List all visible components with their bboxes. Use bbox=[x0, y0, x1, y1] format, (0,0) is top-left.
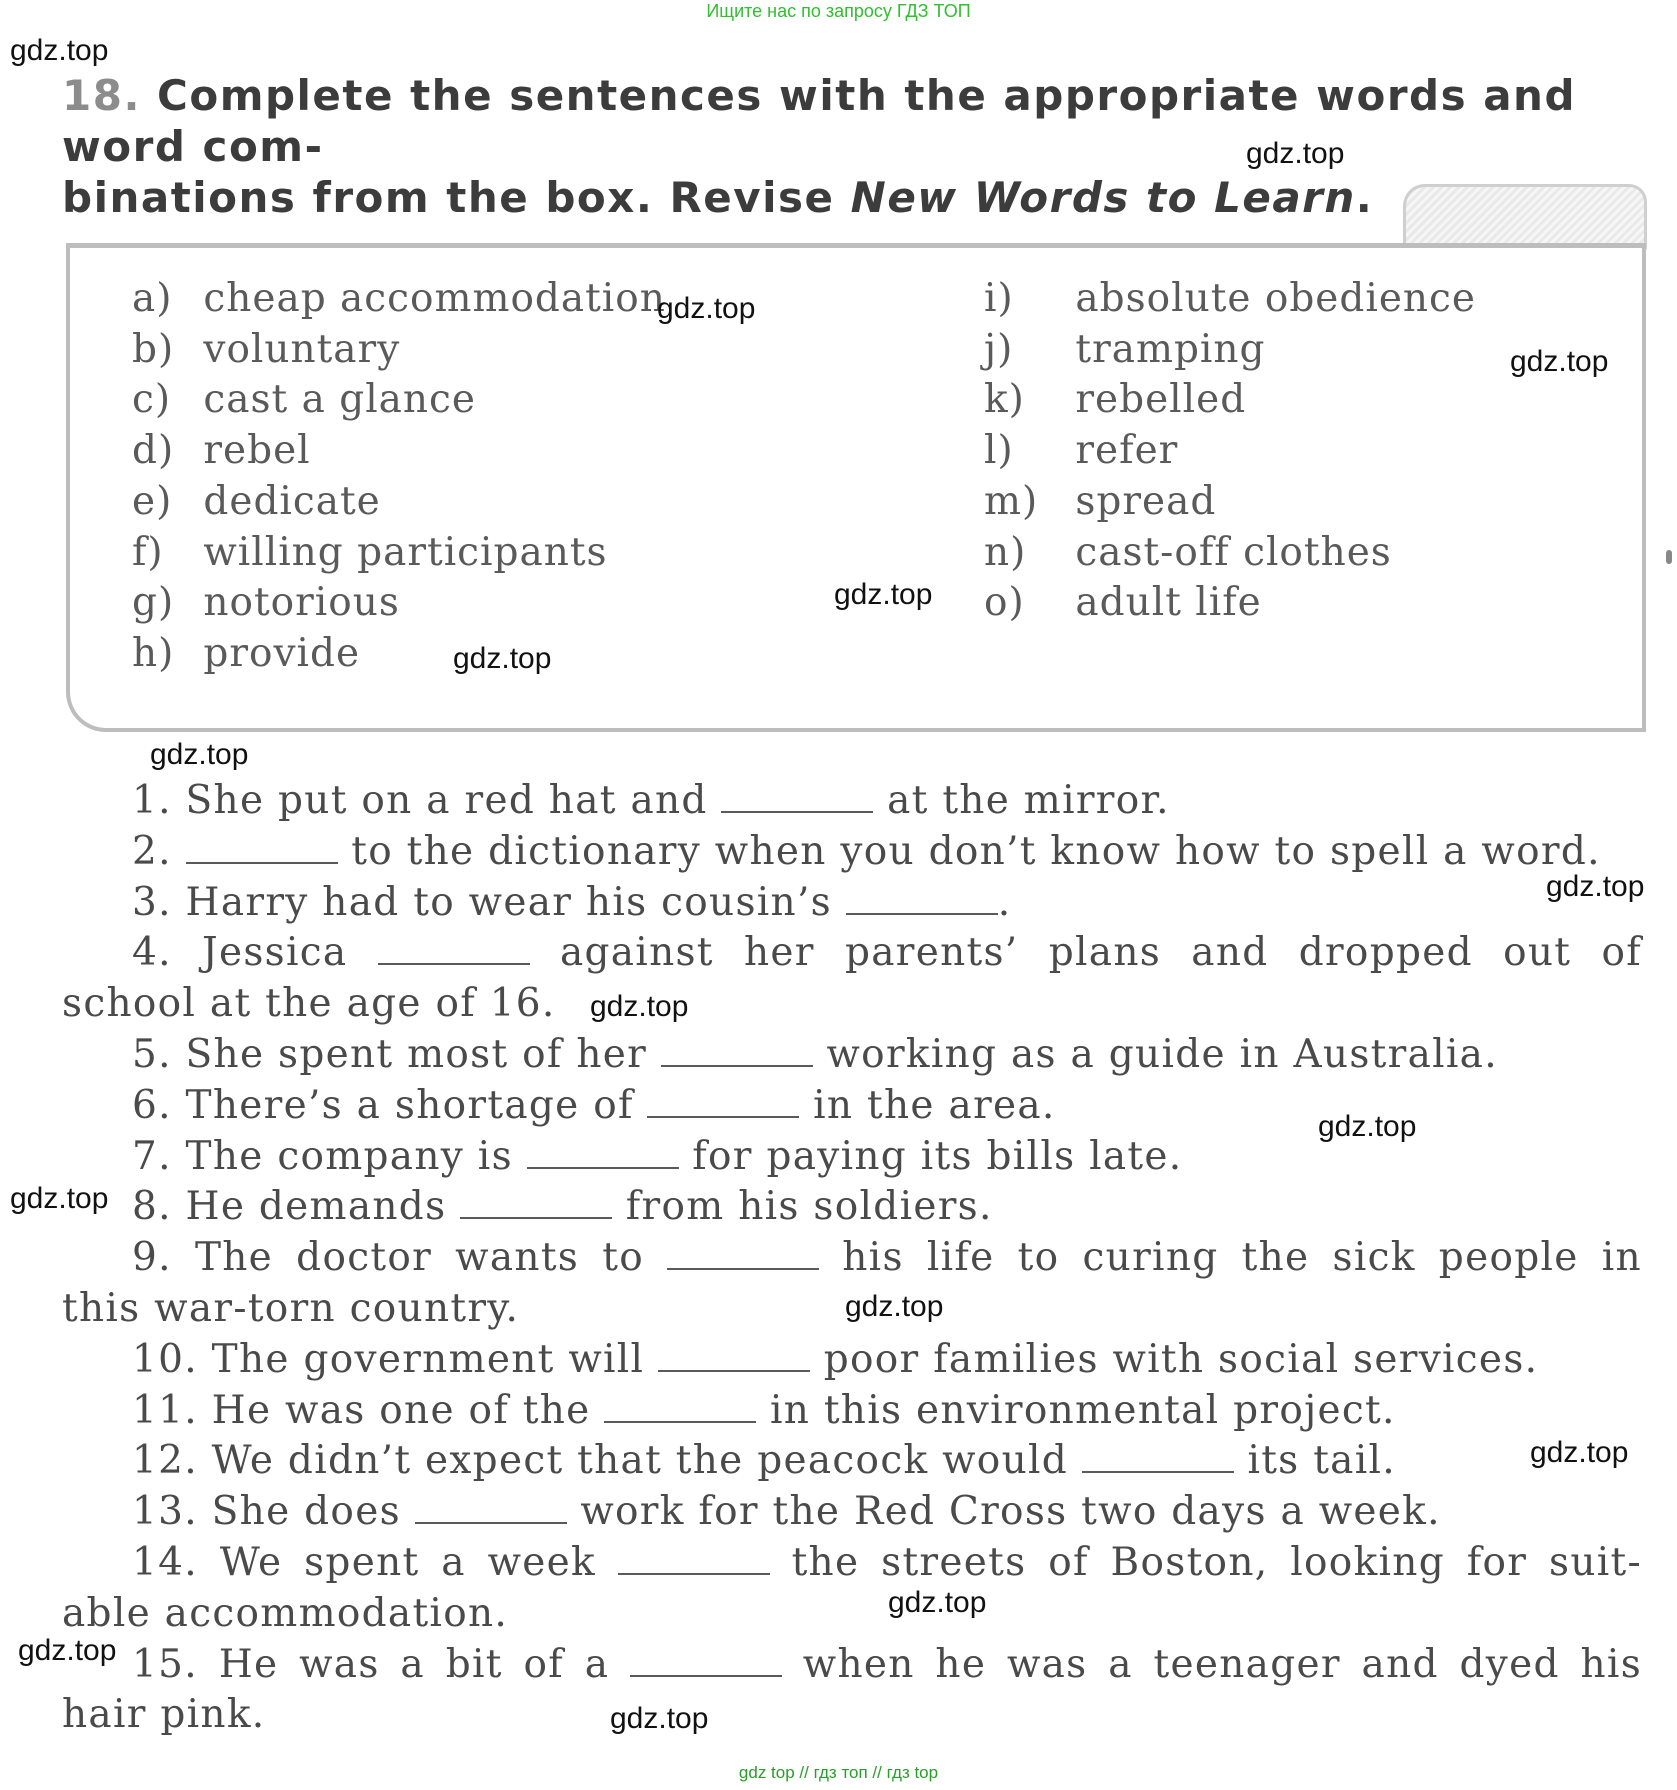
sentence-number: 9. bbox=[132, 1235, 172, 1281]
sentence-continuation: this war-torn country. bbox=[62, 1285, 520, 1331]
watermark: gdz.top bbox=[590, 990, 689, 1023]
option-text: voluntary bbox=[203, 326, 401, 372]
answer-blank bbox=[721, 784, 873, 813]
sentence-text-after: against her parents’ plans and dropped out of bbox=[559, 930, 1643, 976]
sentence-number: 10. bbox=[132, 1336, 198, 1382]
answer-blank bbox=[846, 885, 998, 914]
option-text: notorious bbox=[203, 580, 400, 626]
instruction-line-2: binations from the box. Revise bbox=[62, 173, 851, 222]
edge-mark bbox=[1666, 550, 1672, 564]
sentence-text-after: its tail. bbox=[1247, 1438, 1396, 1484]
sentence-line bbox=[62, 1436, 1642, 1487]
answer-blank bbox=[618, 1546, 770, 1575]
sentence-line bbox=[62, 1386, 1642, 1437]
watermark: gdz.top bbox=[18, 1634, 117, 1667]
sentence-text-before: She does bbox=[211, 1489, 401, 1535]
answer-blank bbox=[604, 1393, 756, 1422]
options-left-column bbox=[132, 274, 666, 680]
watermark: gdz.top bbox=[657, 292, 756, 325]
sentence-number: 6. bbox=[132, 1082, 172, 1128]
answer-blank bbox=[647, 1088, 799, 1117]
option-item bbox=[984, 528, 1476, 579]
sentence-line bbox=[62, 1335, 1642, 1386]
sentence-number: 13. bbox=[132, 1489, 198, 1535]
sentence-number: 5. bbox=[132, 1031, 172, 1077]
option-item bbox=[132, 274, 666, 325]
option-item bbox=[984, 274, 1476, 325]
option-letter: d) bbox=[132, 428, 175, 474]
option-letter: f) bbox=[132, 529, 164, 575]
answer-blank bbox=[186, 835, 338, 864]
watermark: gdz.top bbox=[1318, 1110, 1417, 1143]
option-letter: g) bbox=[132, 580, 175, 626]
sentence-text-after: his life to curing the sick people in bbox=[842, 1235, 1642, 1281]
option-letter: o) bbox=[984, 580, 1025, 626]
option-item bbox=[984, 578, 1476, 629]
option-text: provide bbox=[203, 630, 361, 676]
option-item bbox=[132, 325, 666, 376]
sentence-text-after: from his soldiers. bbox=[625, 1184, 993, 1230]
sentence-line bbox=[62, 1640, 1642, 1691]
exercise-number: 18. bbox=[62, 71, 141, 120]
sentence-text-after: work for the Red Cross two days a week. bbox=[580, 1489, 1441, 1535]
answer-blank bbox=[1082, 1444, 1234, 1473]
option-item bbox=[984, 477, 1476, 528]
option-item bbox=[132, 629, 666, 680]
watermark: gdz.top bbox=[845, 1290, 944, 1323]
option-item bbox=[984, 426, 1476, 477]
sentence-text-before: Harry had to wear his cousin’s bbox=[185, 879, 832, 925]
answer-blank bbox=[658, 1342, 810, 1371]
sentence-text-before: He was a bit of a bbox=[218, 1641, 610, 1687]
watermark: gdz.top bbox=[10, 1182, 109, 1215]
sentence-line bbox=[62, 1487, 1642, 1538]
answer-blank bbox=[460, 1190, 612, 1219]
watermark: gdz.top bbox=[610, 1702, 709, 1735]
watermark: gdz.top bbox=[10, 34, 109, 67]
watermark: gdz.top bbox=[1546, 870, 1645, 903]
sentence-line bbox=[62, 776, 1642, 827]
sentence-number: 4. bbox=[132, 930, 172, 976]
sentence-line bbox=[62, 827, 1642, 878]
sentence-text-before: We spent a week bbox=[219, 1539, 596, 1585]
option-letter: h) bbox=[132, 630, 175, 676]
answer-blank bbox=[661, 1038, 813, 1067]
option-text: dedicate bbox=[203, 478, 381, 524]
instruction-italic: New Words to Learn bbox=[850, 173, 1356, 222]
watermark: gdz.top bbox=[1530, 1436, 1629, 1469]
watermark: gdz.top bbox=[1510, 345, 1609, 378]
watermark: gdz.top bbox=[888, 1586, 987, 1619]
answer-blank bbox=[378, 936, 530, 965]
sentence-text-before: There’s a shortage of bbox=[185, 1082, 634, 1128]
sentence-text-after: in this environmental project. bbox=[769, 1387, 1396, 1433]
watermark: gdz.top bbox=[834, 578, 933, 611]
option-text: rebel bbox=[203, 428, 311, 474]
option-text: absolute obedience bbox=[1075, 276, 1476, 321]
option-text: rebelled bbox=[1075, 377, 1247, 423]
sentence-text-before: The government will bbox=[211, 1336, 645, 1382]
sentence-number: 11. bbox=[132, 1387, 198, 1433]
sentence-line bbox=[62, 928, 1642, 979]
option-letter: i) bbox=[984, 276, 1014, 321]
answer-blank bbox=[630, 1647, 782, 1676]
sentence-line bbox=[62, 878, 1642, 929]
option-item bbox=[984, 375, 1476, 426]
sentence-number: 14. bbox=[132, 1539, 198, 1585]
answer-blank bbox=[415, 1495, 567, 1524]
option-text: adult life bbox=[1075, 580, 1262, 626]
option-letter: m) bbox=[984, 478, 1039, 524]
sentence-number: 1. bbox=[132, 778, 172, 823]
box-tab bbox=[1403, 184, 1647, 249]
options-right-column bbox=[984, 274, 1476, 629]
sentence-line bbox=[62, 1030, 1642, 1081]
sentence-text-before: He demands bbox=[185, 1184, 447, 1230]
option-text: cheap accommodation bbox=[203, 276, 666, 321]
footer-links: gdz top // гдз топ // гдз top bbox=[738, 1763, 939, 1782]
sentence-number: 15. bbox=[132, 1641, 198, 1687]
sentence-text-before: She spent most of her bbox=[185, 1031, 648, 1077]
instruction-line-1: Complete the sentences with the appropriate words and word com- bbox=[62, 71, 1577, 171]
sentence-continuation: able accommodation. bbox=[62, 1590, 509, 1636]
sentence-text-after: to the dictionary when you don’t know how to spell a word. bbox=[351, 828, 1601, 874]
option-item bbox=[132, 477, 666, 528]
sentence-text-before: The doctor wants to bbox=[194, 1235, 644, 1281]
watermark: gdz.top bbox=[1246, 137, 1345, 170]
sentence-text-before: We didn’t expect that the peacock would bbox=[211, 1438, 1069, 1484]
sentence-text-after: in the area. bbox=[813, 1082, 1056, 1128]
sentence-line bbox=[62, 1538, 1642, 1589]
sentence-number: 8. bbox=[132, 1184, 172, 1230]
option-item bbox=[984, 325, 1476, 376]
option-text: willing participants bbox=[203, 529, 608, 575]
sentence-number: 7. bbox=[132, 1133, 172, 1179]
sentence-continuation: hair pink. bbox=[62, 1692, 266, 1738]
option-item bbox=[132, 578, 666, 629]
sentence-number: 12. bbox=[132, 1438, 198, 1484]
option-text: refer bbox=[1075, 428, 1179, 474]
option-letter: a) bbox=[132, 276, 173, 321]
sentence-continuation: school at the age of 16. bbox=[62, 981, 556, 1027]
sentence-line bbox=[62, 1182, 1642, 1233]
top-banner: Ищите нас по запросу ГДЗ ТОП bbox=[706, 1, 971, 21]
sentence-number: 2. bbox=[132, 828, 172, 874]
sentences-list bbox=[62, 776, 1645, 1741]
option-text: tramping bbox=[1075, 326, 1266, 372]
sentence-text-before: He was one of the bbox=[211, 1387, 591, 1433]
option-letter: l) bbox=[984, 428, 1014, 474]
option-item bbox=[132, 375, 666, 426]
option-letter: n) bbox=[984, 529, 1027, 575]
option-letter: b) bbox=[132, 326, 175, 372]
sentence-text-after: . bbox=[997, 879, 1012, 925]
option-letter: e) bbox=[132, 478, 173, 524]
watermark: gdz.top bbox=[453, 642, 552, 675]
option-text: cast-off clothes bbox=[1075, 529, 1392, 575]
watermark: gdz.top bbox=[150, 738, 249, 771]
sentence-number: 3. bbox=[132, 879, 172, 925]
option-item bbox=[132, 426, 666, 477]
option-letter: k) bbox=[984, 377, 1025, 423]
sentence-text-after: the streets of Boston, looking for suit- bbox=[791, 1539, 1642, 1585]
sentence-text-after: when he was a teenager and dyed his bbox=[802, 1641, 1643, 1687]
option-item bbox=[132, 528, 666, 579]
sentence-text-after: for paying its bills late. bbox=[692, 1133, 1183, 1179]
sentence-text-after: working as a guide in Australia. bbox=[826, 1031, 1498, 1077]
sentence-text-after: at the mirror. bbox=[887, 778, 1170, 823]
answer-blank bbox=[667, 1241, 819, 1270]
sentence-text-before: She put on a red hat and bbox=[185, 778, 708, 823]
sentence-line bbox=[62, 1233, 1642, 1284]
sentence-text-after: poor families with social services. bbox=[823, 1336, 1539, 1382]
sentence-text-before: The company is bbox=[185, 1133, 513, 1179]
option-letter: j) bbox=[984, 326, 1014, 372]
option-text: cast a glance bbox=[203, 377, 476, 423]
instruction-end: . bbox=[1355, 173, 1374, 222]
option-text: spread bbox=[1075, 478, 1217, 524]
answer-blank bbox=[527, 1139, 679, 1168]
option-letter: c) bbox=[132, 377, 172, 423]
sentence-text-before: Jessica bbox=[202, 930, 348, 976]
